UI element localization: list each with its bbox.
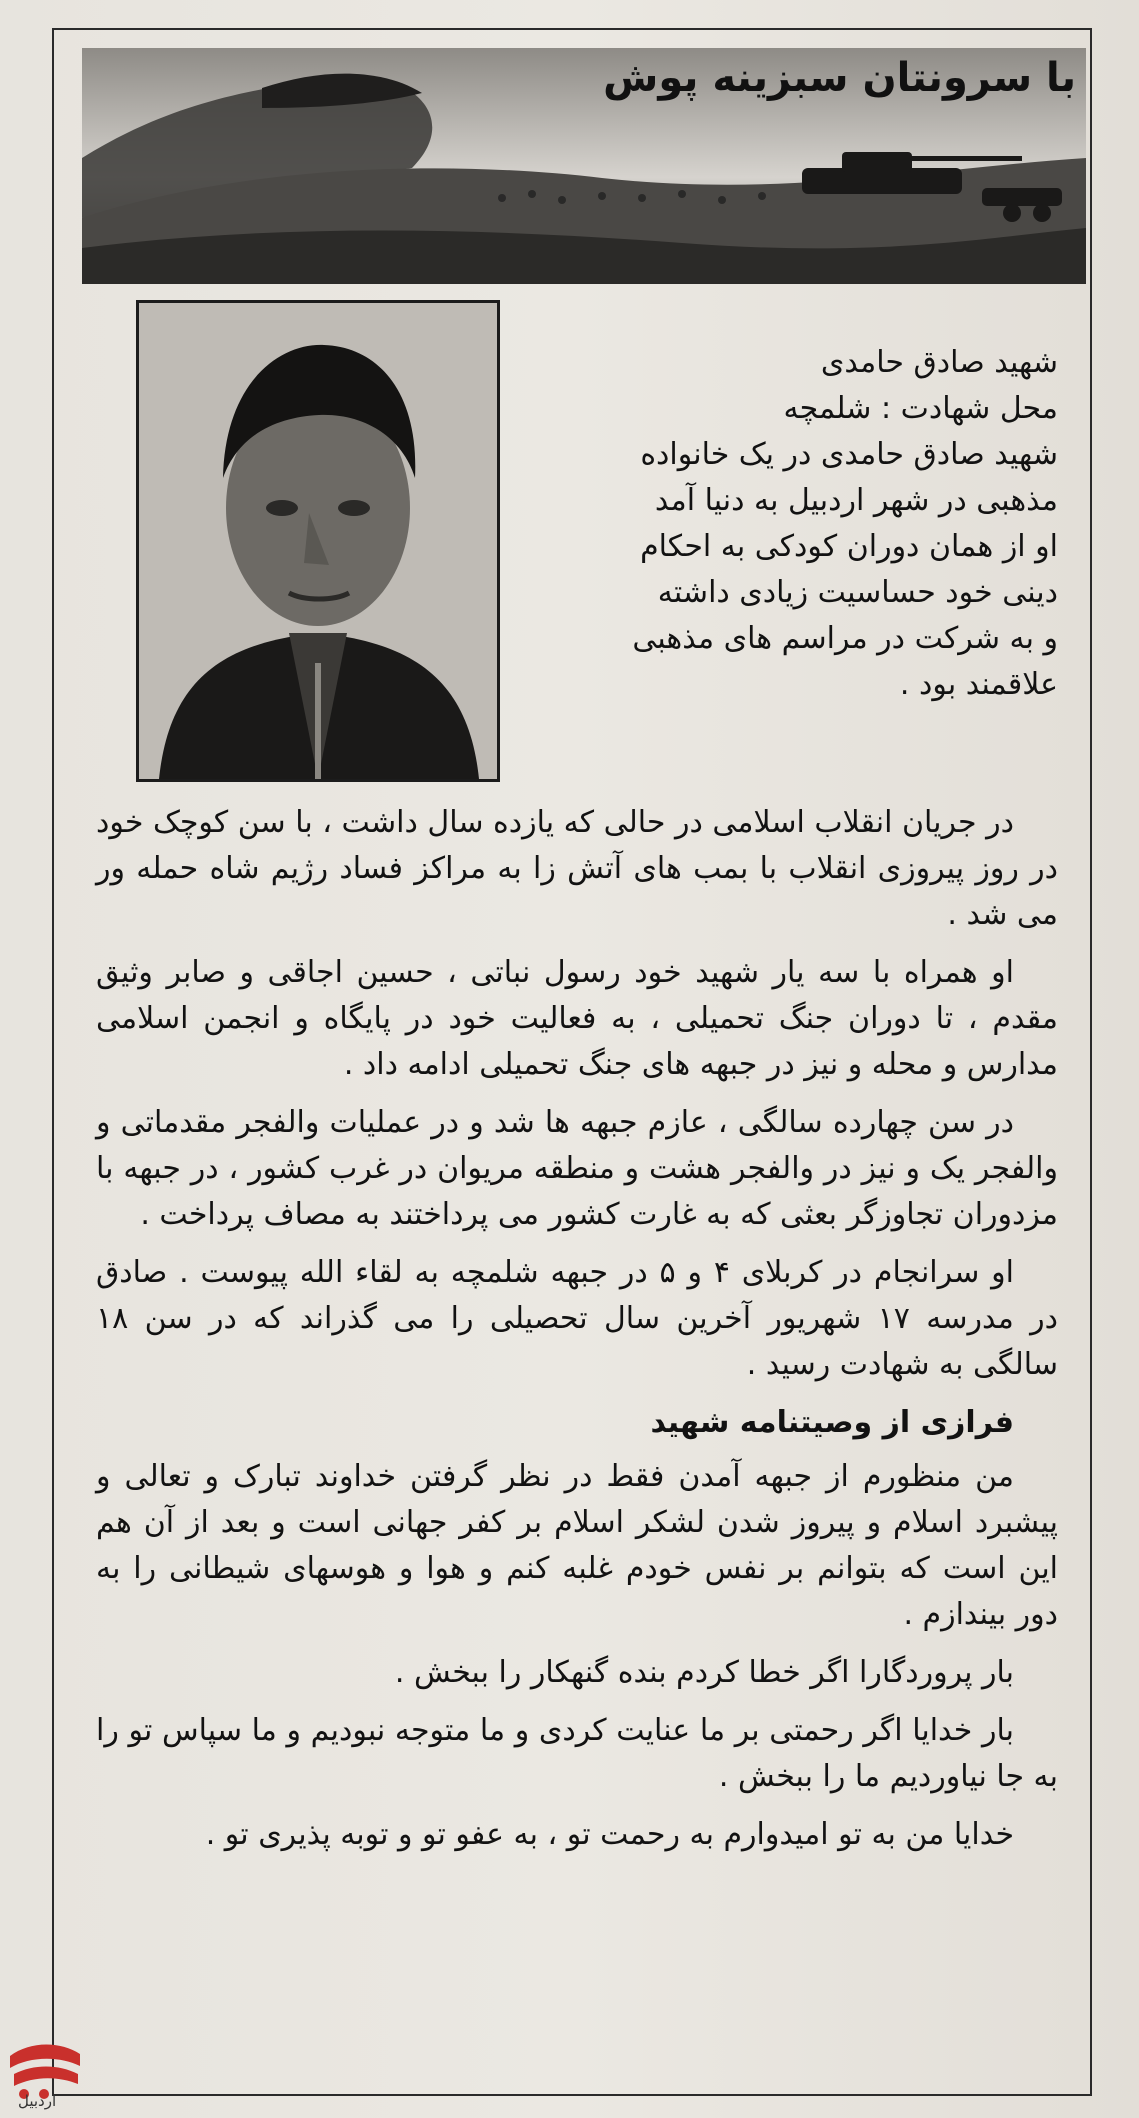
will-paragraph: خدایا من به تو امیدوارم به رحمت تو ، به عفو تو و توبه پذیری تو . [205, 1817, 1014, 1852]
martyr-portrait [136, 300, 500, 782]
intro-line: شهید صادق حامدی در یک خانواده [640, 437, 1058, 472]
page-title: با سرونتان سبزینه پوش [603, 55, 1076, 101]
intro-block [510, 340, 1058, 708]
biography-paragraph: در جریان انقلاب اسلامی در حالی که یازده سال داشت ، با سن کوچک خود در روز پیروزی انقلاب با بمب های آتش زا به مراکز فساد رژیم شاه حمله ور می شد . [96, 805, 1058, 932]
will-paragraph: من منظورم از جبهه آمدن فقط در نظر گرفتن خداوند تبارک و تعالی و پیشبرد اسلام و پیروز شدن لشکر اسلام بر کفر جهانی است و بعد از آن هم این است که بتوانم بر نفس خودم غلبه کنم و هوا و هوسهای شیطانی را به دور بیندازم . [96, 1459, 1058, 1632]
header-banner [82, 48, 1086, 284]
biography-paragraph: در سن چهارده سالگی ، عازم جبهه ها شد و در عملیات والفجر مقدماتی و والفجر یک و نیز در والفجر هشت و منطقه مریوان در غرب کشور ، در جبهه با مزدوران تجاوزگر بعثی که به غارت کشور می پرداختند به مصاف پرداخت . [96, 1105, 1058, 1232]
will-paragraph: بار خدایا اگر رحمتی بر ما عنایت کردی و ما متوجه نبودیم و ما سپاس تو را به جا نیاوردیم ما را ببخش . [96, 1713, 1058, 1794]
intro-line: و به شرکت در مراسم های مذهبی [632, 621, 1058, 656]
biography-paragraph: او همراه با سه یار شهید خود رسول نباتی ، حسین اجاقی و صابر وثیق مقدم ، تا دوران جنگ تحمیلی ، به فعالیت خود در پایگاه و انجمن اسلامی مدارس و محله و نیز در جبهه های جنگ تحمیلی ادامه داد . [96, 955, 1058, 1082]
watermark-caption: اردبیل [18, 2092, 57, 2110]
martyr-name: شهید صادق حامدی [820, 345, 1058, 380]
article-body [96, 800, 1058, 1870]
biography-paragraph: او سرانجام در کربلای ۴ و ۵ در جبهه شلمچه به لقاء الله پیوست . صادق در مدرسه ۱۷ شهریور آخرین سال تحصیلی را می گذراند که در سن ۱۸ سالگی به شهادت رسید . [96, 1255, 1058, 1382]
martyrdom-place: محل شهادت : شلمچه [783, 391, 1058, 426]
intro-line: او از همان دوران کودکی به احکام [640, 529, 1058, 564]
will-subheading: فرازی از وصیتنامه شهید [650, 1405, 1014, 1440]
will-paragraph: بار پروردگارا اگر خطا کردم بنده گنهکار را ببخش . [394, 1655, 1014, 1690]
intro-line: مذهبی در شهر اردبیل به دنیا آمد [654, 483, 1058, 518]
portrait-photo-image [139, 303, 497, 779]
intro-line: علاقمند بود . [899, 667, 1058, 702]
intro-line: دینی خود حساسیت زیادی داشته [657, 575, 1058, 610]
